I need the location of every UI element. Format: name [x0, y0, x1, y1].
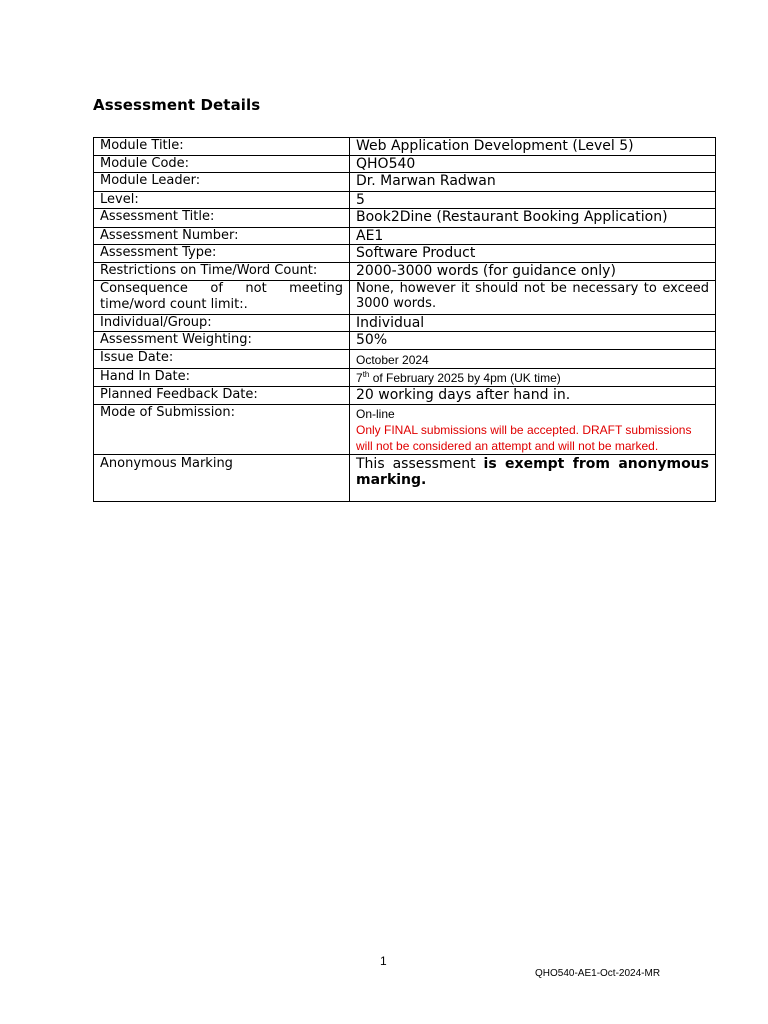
row-label: Issue Date:: [94, 350, 350, 369]
row-value: AE1: [350, 228, 716, 245]
submission-mode: On-line: [356, 407, 395, 421]
row-label: Assessment Number:: [94, 228, 350, 245]
table-row: [94, 192, 716, 209]
table-row: [94, 455, 716, 502]
row-value: Web Application Development (Level 5): [350, 138, 716, 156]
document-code: QHO540-AE1-Oct-2024-MR: [535, 968, 661, 979]
table-row: [94, 228, 716, 245]
row-label: Assessment Type:: [94, 245, 350, 263]
row-value: [350, 405, 716, 455]
row-value: [350, 369, 716, 387]
assessment-details-table: [93, 137, 716, 502]
table-row: [94, 315, 716, 332]
hand-in-rest: of February 2025 by 4pm (UK time): [369, 371, 561, 385]
table-row: [94, 281, 716, 315]
table-row: [94, 209, 716, 228]
anonymous-bold-text: is exempt from anonymous marking.: [356, 456, 709, 488]
row-label: Level:: [94, 192, 350, 209]
row-value: October 2024: [350, 350, 716, 369]
row-value: QHO540: [350, 156, 716, 173]
row-label: Individual/Group:: [94, 315, 350, 332]
row-label: Module Title:: [94, 138, 350, 156]
table-row: [94, 263, 716, 281]
row-label: Planned Feedback Date:: [94, 387, 350, 405]
row-label: Anonymous Marking: [94, 455, 350, 502]
row-label: Restrictions on Time/Word Count:: [94, 263, 350, 281]
table-row: [94, 332, 716, 350]
row-label: Assessment Weighting:: [94, 332, 350, 350]
table-row: [94, 138, 716, 156]
anonymous-text: This assessment: [356, 456, 484, 472]
page-number: 1: [380, 954, 387, 968]
row-value: Dr. Marwan Radwan: [350, 173, 716, 192]
row-value: [350, 455, 716, 502]
section-heading: Assessment Details: [93, 96, 261, 114]
ordinal-suffix: th: [362, 370, 370, 379]
table-row: [94, 405, 716, 455]
hand-in-day: 7: [356, 371, 363, 385]
row-value: 50%: [350, 332, 716, 350]
table-row: [94, 387, 716, 405]
table-row: [94, 350, 716, 369]
row-label: Mode of Submission:: [94, 405, 350, 455]
row-value: 2000-3000 words (for guidance only): [350, 263, 716, 281]
row-value: Software Product: [350, 245, 716, 263]
row-value: 20 working days after hand in.: [350, 387, 716, 405]
row-label: Module Leader:: [94, 173, 350, 192]
table-row: [94, 369, 716, 387]
row-value: Book2Dine (Restaurant Booking Application): [350, 209, 716, 228]
row-value: None, however it should not be necessary to exceed 3000 words.: [350, 281, 716, 315]
row-value: Individual: [350, 315, 716, 332]
row-label: Assessment Title:: [94, 209, 350, 228]
row-label: Hand In Date:: [94, 369, 350, 387]
table-row: [94, 156, 716, 173]
submission-note: Only FINAL submissions will be accepted. DRAFT submissions will not be considered an attempt and will not be marked.: [356, 423, 692, 453]
table-row: [94, 173, 716, 192]
row-label: Consequence of not meeting time/word count limit:.: [94, 281, 350, 315]
row-value: 5: [350, 192, 716, 209]
table-row: [94, 245, 716, 263]
row-label: Module Code:: [94, 156, 350, 173]
